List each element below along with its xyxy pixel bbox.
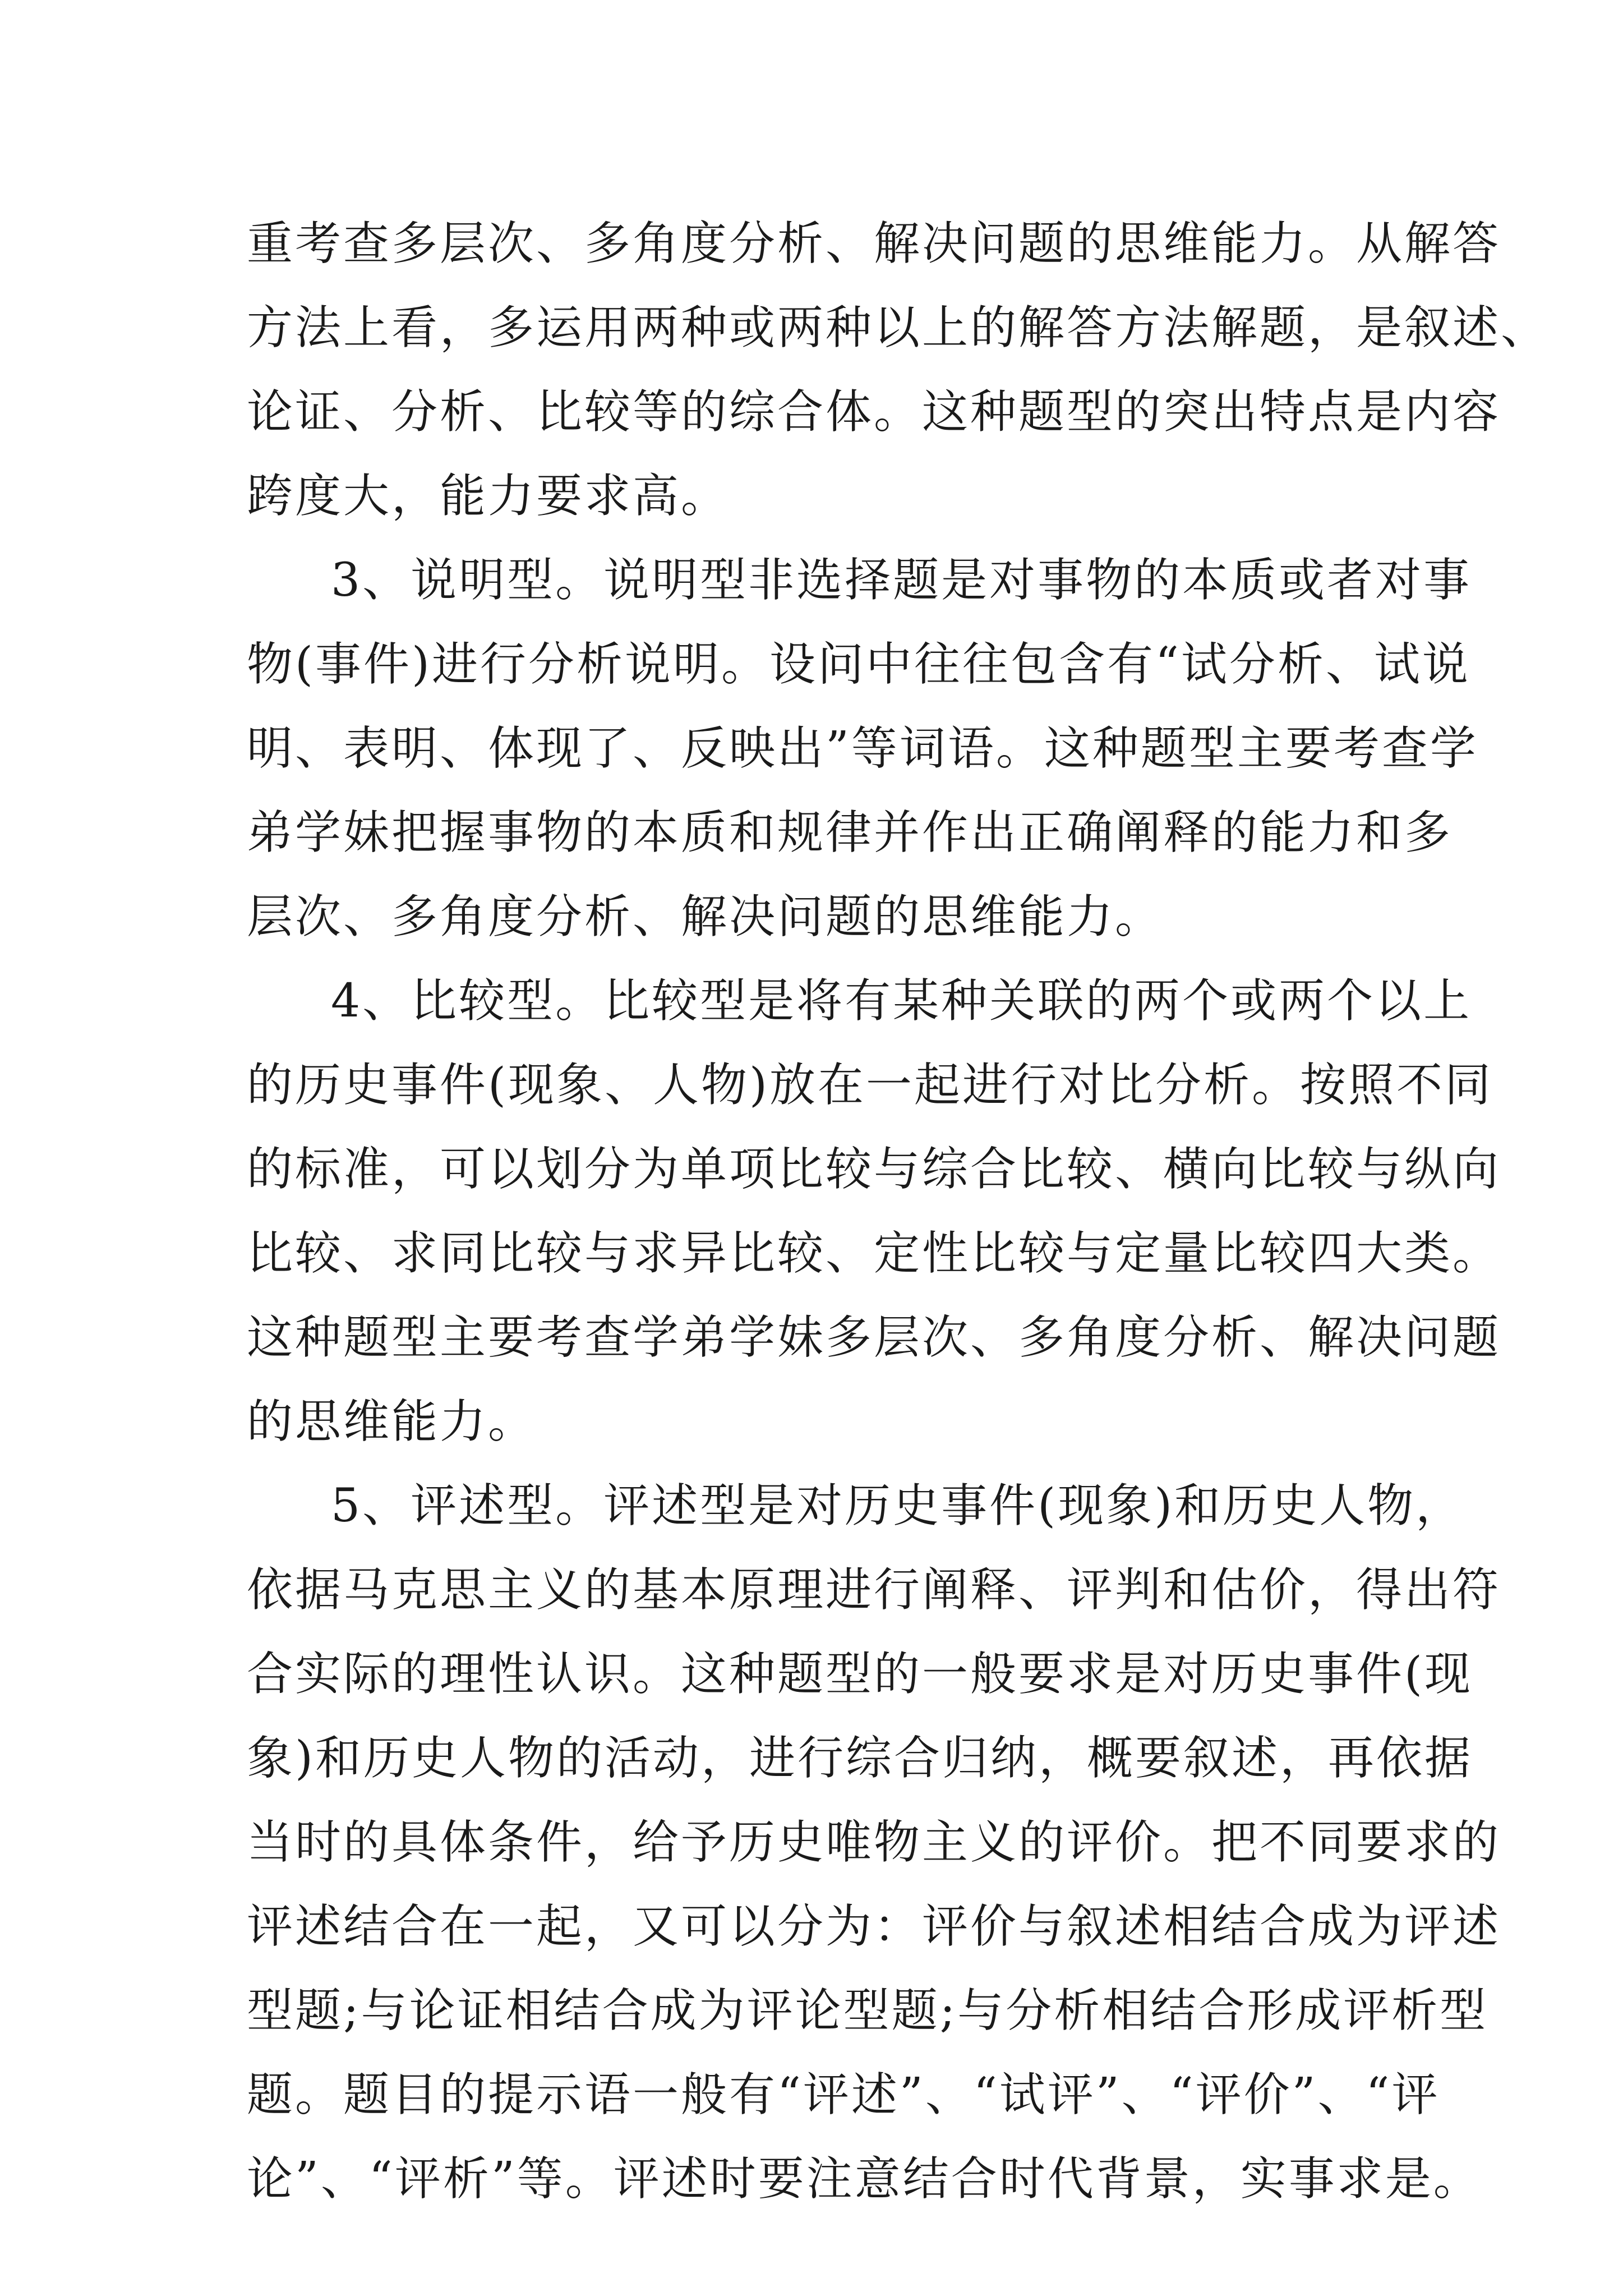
text-line: 评述结合在一起，又可以分为：评价与叙述相结合成为评述 (247, 1900, 1501, 1953)
text-line: 当时的具体条件，给予历史唯物主义的评价。把不同要求的 (247, 1816, 1501, 1869)
paragraph-commentary-type (247, 1464, 1501, 2221)
paragraph-continuation (247, 202, 1550, 539)
text-line: 跨度大，能力要求高。 (247, 470, 730, 523)
text-line: 方法上看，多运用两种或两种以上的解答方法解题，是叙述、 (247, 301, 1550, 355)
paragraph-comparison-type (247, 959, 1501, 1464)
text-line: 比较、求同比较与求异比较、定性比较与定量比较四大类。 (247, 1227, 1501, 1280)
text-line: 重考查多层次、多角度分析、解决问题的思维能力。从解答 (247, 217, 1501, 270)
text-line: 题。题目的提示语一般有“评述”、“试评”、“评价”、“评 (247, 2068, 1440, 2122)
text-line: 5、评述型。评述型是对历史事件(现象)和历史人物， (331, 1479, 1464, 1533)
text-line: 型题;与论证相结合成为评论型题;与分析相结合形成评析型 (247, 1984, 1488, 2037)
text-line: 明、表明、体现了、反映出”等词语。这种题型主要考查学 (247, 722, 1478, 775)
text-line: 4、比较型。比较型是将有某种关联的两个或两个以上 (331, 974, 1472, 1028)
text-line: 论证、分析、比较等的综合体。这种题型的突出特点是内容 (247, 385, 1501, 439)
text-line: 合实际的理性认识。这种题型的一般要求是对历史事件(现 (247, 1648, 1473, 1701)
text-line: 的思维能力。 (247, 1395, 537, 1448)
text-line: 的历史事件(现象、人物)放在一起进行对比分析。按照不同 (247, 1059, 1493, 1112)
text-line: 3、说明型。说明型非选择题是对事物的本质或者对事 (331, 554, 1472, 607)
text-line: 论”、“评析”等。评述时要注意结合时代背景，实事求是。 (247, 2152, 1482, 2206)
text-line: 弟学妹把握事物的本质和规律并作出正确阐释的能力和多 (247, 806, 1453, 859)
paragraph-explanation-type (247, 539, 1478, 959)
document-page (247, 202, 1550, 2221)
text-line: 物(事件)进行分析说明。设问中往往包含有“试分析、试说 (247, 638, 1470, 691)
text-line: 这种题型主要考查学弟学妹多层次、多角度分析、解决问题 (247, 1311, 1501, 1364)
text-line: 依据马克思主义的基本原理进行阐释、评判和估价，得出符 (247, 1563, 1501, 1617)
text-line: 的标准，可以划分为单项比较与综合比较、横向比较与纵向 (247, 1143, 1501, 1196)
text-line: 象)和历史人物的活动，进行综合归纳，概要叙述，再依据 (247, 1732, 1473, 1785)
text-line: 层次、多角度分析、解决问题的思维能力。 (247, 890, 1164, 944)
